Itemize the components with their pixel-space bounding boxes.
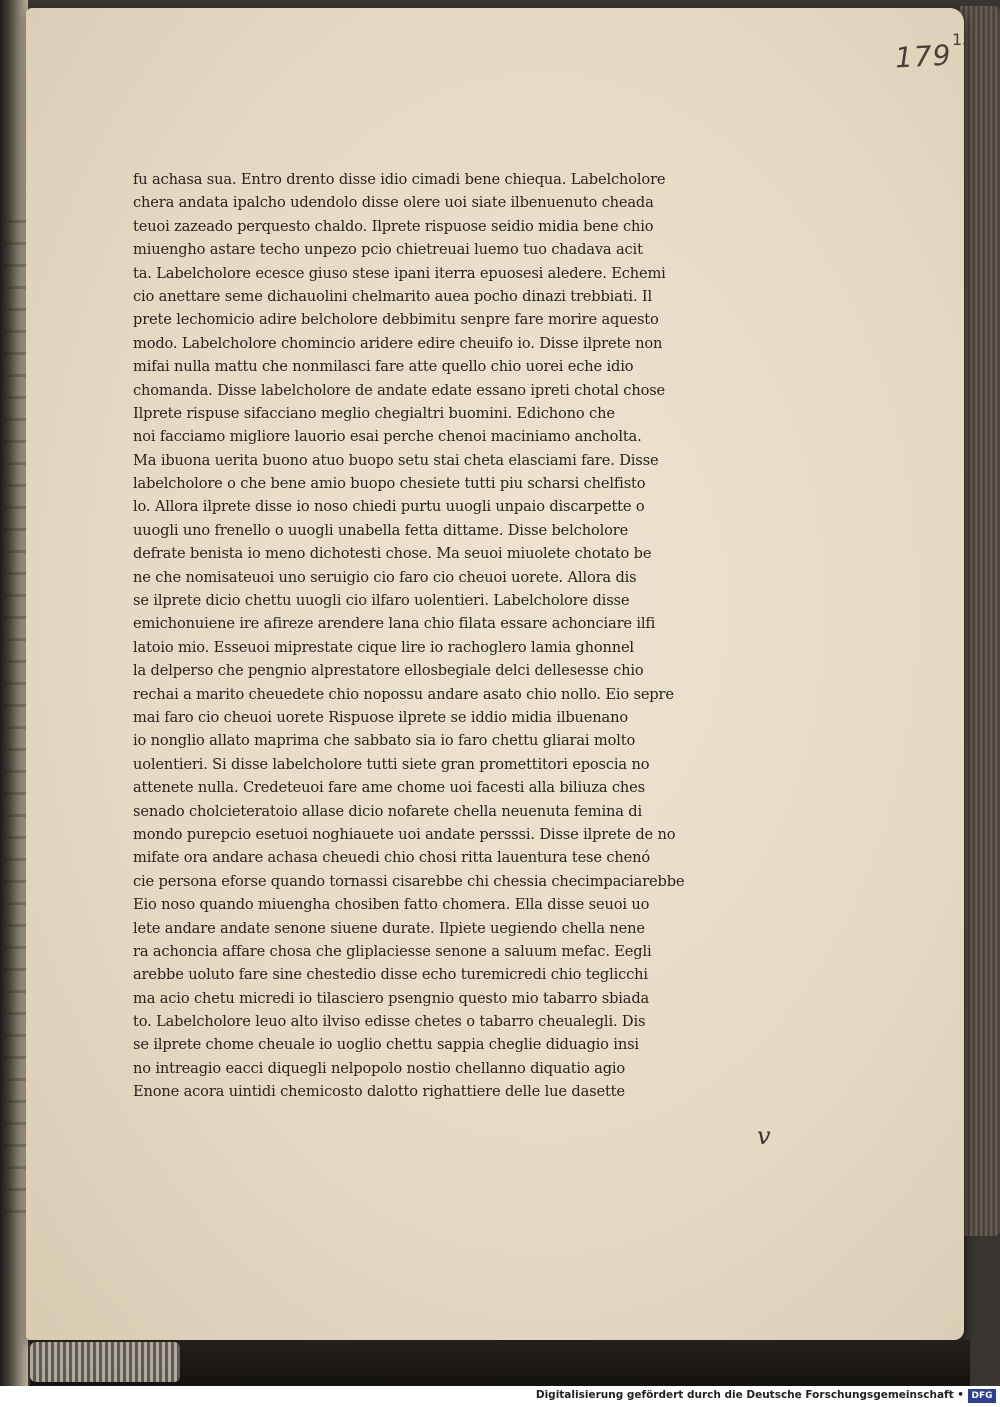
text-line: se ilprete chome cheuale io uoglio chettu sappia cheglie diduagio insi (133, 1036, 639, 1054)
page-stack-edge (960, 6, 1000, 1236)
text-line: Ma ibuona uerita buono atuo buopo setu stai cheta elasciami fare. Disse (133, 451, 659, 469)
text-line: io nonglio allato maprima che sabbato sia io faro chettu gliarai molto (133, 732, 636, 750)
text-line: mifate ora andare achasa cheuedi chio chosi ritta lauentura tese chenó (133, 849, 651, 867)
text-line: noi facciamo migliore lauorio esai perche chenoi maciniamo ancholta. (133, 428, 642, 446)
text-line: se ilprete dicio chettu uuogli cio ilfaro uolentieri. Labelcholore disse (133, 592, 630, 610)
text-line: ta. Labelcholore ecesce giuso stese ipani iterra epuosesi aledere. Echemi (133, 264, 666, 282)
text-line: ra achoncia affare chosa che gliplaciesse senone a saluum mefac. Eegli (133, 942, 652, 960)
text-line: Ilprete rispuse sifacciano meglio chegialtri buomini. Edichono che (133, 404, 615, 422)
text-line: defrate benista io meno dichotesti chose. Ma seuoi miuolete chotato be (133, 545, 652, 563)
text-line: miuengho astare techo unpezo pcio chietreuai luemo tuo chadava acit (133, 241, 643, 259)
bookmark-chain (30, 1342, 180, 1382)
text-line: lo. Allora ilprete disse io noso chiedi purtu uuogli unpaio discarpette o (133, 498, 645, 516)
dfg-logo: DFG (968, 1389, 996, 1403)
text-line: senado cholcieteratoio allase dicio nofarete chella neuenuta femina di (133, 802, 642, 820)
text-line: labelcholore o che bene amio buopo chesiete tutti piu scharsi chelfisto (133, 475, 646, 493)
text-line: attenete nulla. Credeteuoi fare ame chome uoi facesti alla biliuza ches (133, 779, 646, 797)
text-line: fu achasa sua. Entro drento disse idio cimadi bene chiequa. Labelcholore (133, 171, 666, 188)
text-line: mifai nulla mattu che nonmilasci fare atte quello chio uorei eche idio (133, 358, 634, 376)
text-line: ma acio chetu micredi io tilasciero psengnio questo mio tabarro sbiada (133, 989, 650, 1007)
text-line: modo. Labelcholore chomincio aridere edire cheuifo io. Disse ilprete non (133, 334, 663, 352)
body-text (133, 168, 773, 1104)
text-line: cie persona eforse quando tornassi cisarebbe chi chessia checimpaciarebbe (133, 872, 685, 890)
text-line: mai faro cio cheuoi uorete Rispuose ilprete se iddio midia ilbuenano (133, 708, 628, 726)
text-line: no intreagio eacci diquegli nelpopolo nostio chellanno diquatio agio (133, 1059, 626, 1077)
text-line: teuoi zazeado perquesto chaldo. Ilprete rispuose seidio midia bene chio (133, 217, 654, 235)
folio-number: 179 (894, 38, 953, 75)
text-line: emichonuiene ire afireze arendere lana chio filata essare achonciare ilfi (133, 615, 656, 633)
text-line: lete andare andate senone siuene durate. Ilpiete uegiendo chella nene (133, 919, 645, 937)
text-line: Eio noso quando miuengha chosiben fatto chomera. Ella disse seuoi uo (133, 896, 650, 914)
text-line: la delperso che pengnio alprestatore ellosbegiale delci dellesesse chio (133, 662, 644, 680)
text-line: to. Labelcholore leuo alto ilviso edisse chetes o tabarro cheualegli. Dis (133, 1013, 646, 1031)
text-line: latoio mio. Esseuoi miprestate cique lire io rachoglero lamia ghonnel (133, 638, 634, 656)
footer-bar (0, 1386, 1000, 1407)
text-line: prete lechomicio adire belcholore debbimitu senpre fare morire aquesto (133, 311, 659, 329)
text-line: cio anettare seme dichauolini chelmarito auea pocho dinazi trebbiati. Il (133, 287, 653, 305)
text-line: ne che nomisateuoi uno seruigio cio faro cio cheuoi uorete. Allora dis (133, 568, 637, 586)
folio-extra-number: 13 (952, 30, 973, 49)
text-line: chomanda. Disse labelcholore de andate edate essano ipreti chotal chose (133, 381, 666, 399)
text-line: arebbe uoluto fare sine chestedio disse echo turemicredi chio teglicchi (133, 966, 648, 984)
binding-edge (0, 0, 28, 1386)
text-line: rechai a marito cheuedete chio nopossu andare asato chio nollo. Eio sepre (133, 685, 674, 703)
text-line: uolentieri. Si disse labelcholore tutti siete gran promettitori eposcia no (133, 755, 650, 773)
facing-page-edge (4, 220, 26, 1220)
text-line: chera andata ipalcho udendolo disse olere uoi siate ilbenuenuto cheada (133, 194, 654, 212)
text-line: Enone acora uintidi chemicosto dalotto righattiere delle lue dasette (133, 1083, 625, 1101)
text-line: mondo purepcio esetuoi noghiauete uoi andate persssi. Disse ilprete de no (133, 825, 676, 843)
signature-mark: v (757, 1122, 771, 1150)
footer-credit: Digitalisierung gefördert durch die Deutsche Forschungsgemeinschaft • (535, 1389, 964, 1401)
text-line: uuogli uno frenello o uuogli unabella fetta dittame. Disse belcholore (133, 521, 629, 539)
